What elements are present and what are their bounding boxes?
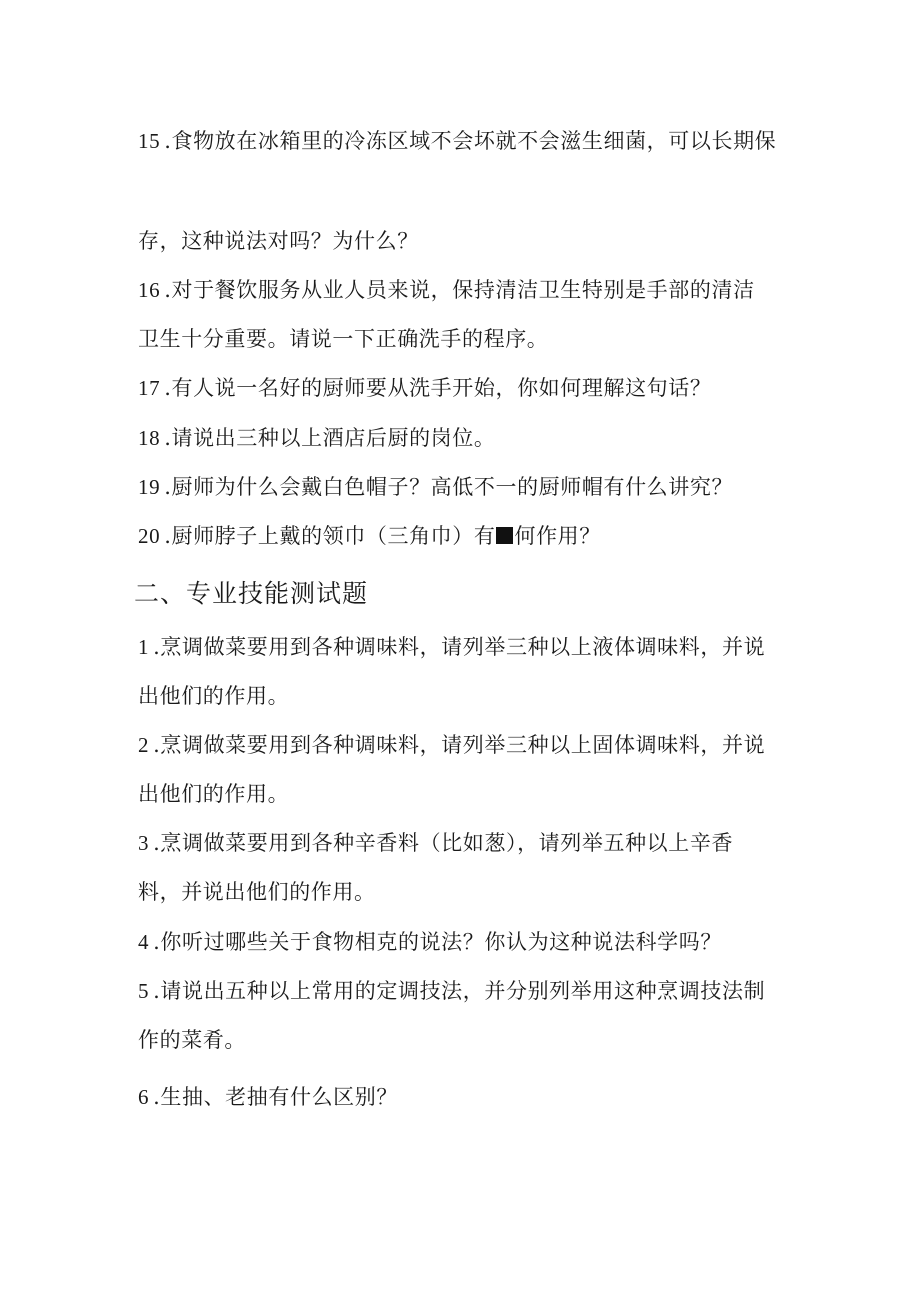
question-text-part-a: .厨师脖子上戴的领巾（三角巾）有 xyxy=(164,524,496,548)
section-heading: 二、专业技能测试题 xyxy=(134,579,369,608)
skill-question-4 xyxy=(138,928,722,956)
question-number: 4 xyxy=(138,930,150,954)
question-number: 17 xyxy=(138,376,161,400)
question-18 xyxy=(138,424,495,452)
skill-question-2-line-2: 出他们的作用。 xyxy=(138,782,290,806)
question-text: .烹调做菜要用到各种调味料，请列举三种以上固体调味料，并说 xyxy=(153,733,766,757)
question-text: .烹调做菜要用到各种辛香料（比如葱），请列举五种以上辛香 xyxy=(153,831,734,855)
question-number: 18 xyxy=(138,426,161,450)
skill-question-5-line-1 xyxy=(138,977,765,1005)
question-17 xyxy=(138,374,711,402)
skill-question-1-line-2: 出他们的作用。 xyxy=(138,684,290,708)
question-number: 6 xyxy=(138,1085,150,1109)
question-text: .生抽、老抽有什么区别？ xyxy=(153,1085,398,1109)
skill-question-3-line-1 xyxy=(138,829,733,857)
question-16-line-1 xyxy=(138,276,755,304)
skill-question-3-line-2: 料，并说出他们的作用。 xyxy=(138,880,376,904)
question-text: .烹调做菜要用到各种调味料，请列举三种以上液体调味料，并说 xyxy=(153,635,766,659)
skill-question-6 xyxy=(138,1083,398,1111)
question-20 xyxy=(138,522,601,550)
black-square-mark xyxy=(496,527,513,544)
question-15-line-2: 存，这种说法对吗？为什么？ xyxy=(138,229,419,253)
question-number: 16 xyxy=(138,278,161,302)
question-text: .对于餐饮服务从业人员来说，保持清洁卫生特别是手部的清洁 xyxy=(164,278,755,302)
question-text: .请说出三种以上酒店后厨的岗位。 xyxy=(164,426,496,450)
question-text: .食物放在冰箱里的冷冻区域不会坏就不会滋生细菌，可以长期保 xyxy=(164,129,777,153)
question-text-part-b: 何作用？ xyxy=(514,524,601,548)
question-19 xyxy=(138,473,733,501)
skill-question-2-line-1 xyxy=(138,731,765,759)
question-number: 20 xyxy=(138,524,161,548)
question-16-line-2: 卫生十分重要。请说一下正确洗手的程序。 xyxy=(138,327,549,351)
question-text: .厨师为什么会戴白色帽子？高低不一的厨师帽有什么讲究？ xyxy=(164,475,734,499)
question-number: 3 xyxy=(138,831,150,855)
question-15-line-1 xyxy=(138,127,776,155)
question-number: 15 xyxy=(138,129,161,153)
skill-question-5-line-2: 作的菜肴。 xyxy=(138,1028,246,1052)
question-number: 2 xyxy=(138,733,150,757)
question-number: 1 xyxy=(138,635,150,659)
skill-question-1-line-1 xyxy=(138,633,765,661)
question-number: 19 xyxy=(138,475,161,499)
question-text: .请说出五种以上常用的定调技法，并分别列举用这种烹调技法制 xyxy=(153,979,766,1003)
question-number: 5 xyxy=(138,979,150,1003)
question-text: .你听过哪些关于食物相克的说法？你认为这种说法科学吗？ xyxy=(153,930,722,954)
question-text: .有人说一名好的厨师要从洗手开始，你如何理解这句话？ xyxy=(164,376,712,400)
